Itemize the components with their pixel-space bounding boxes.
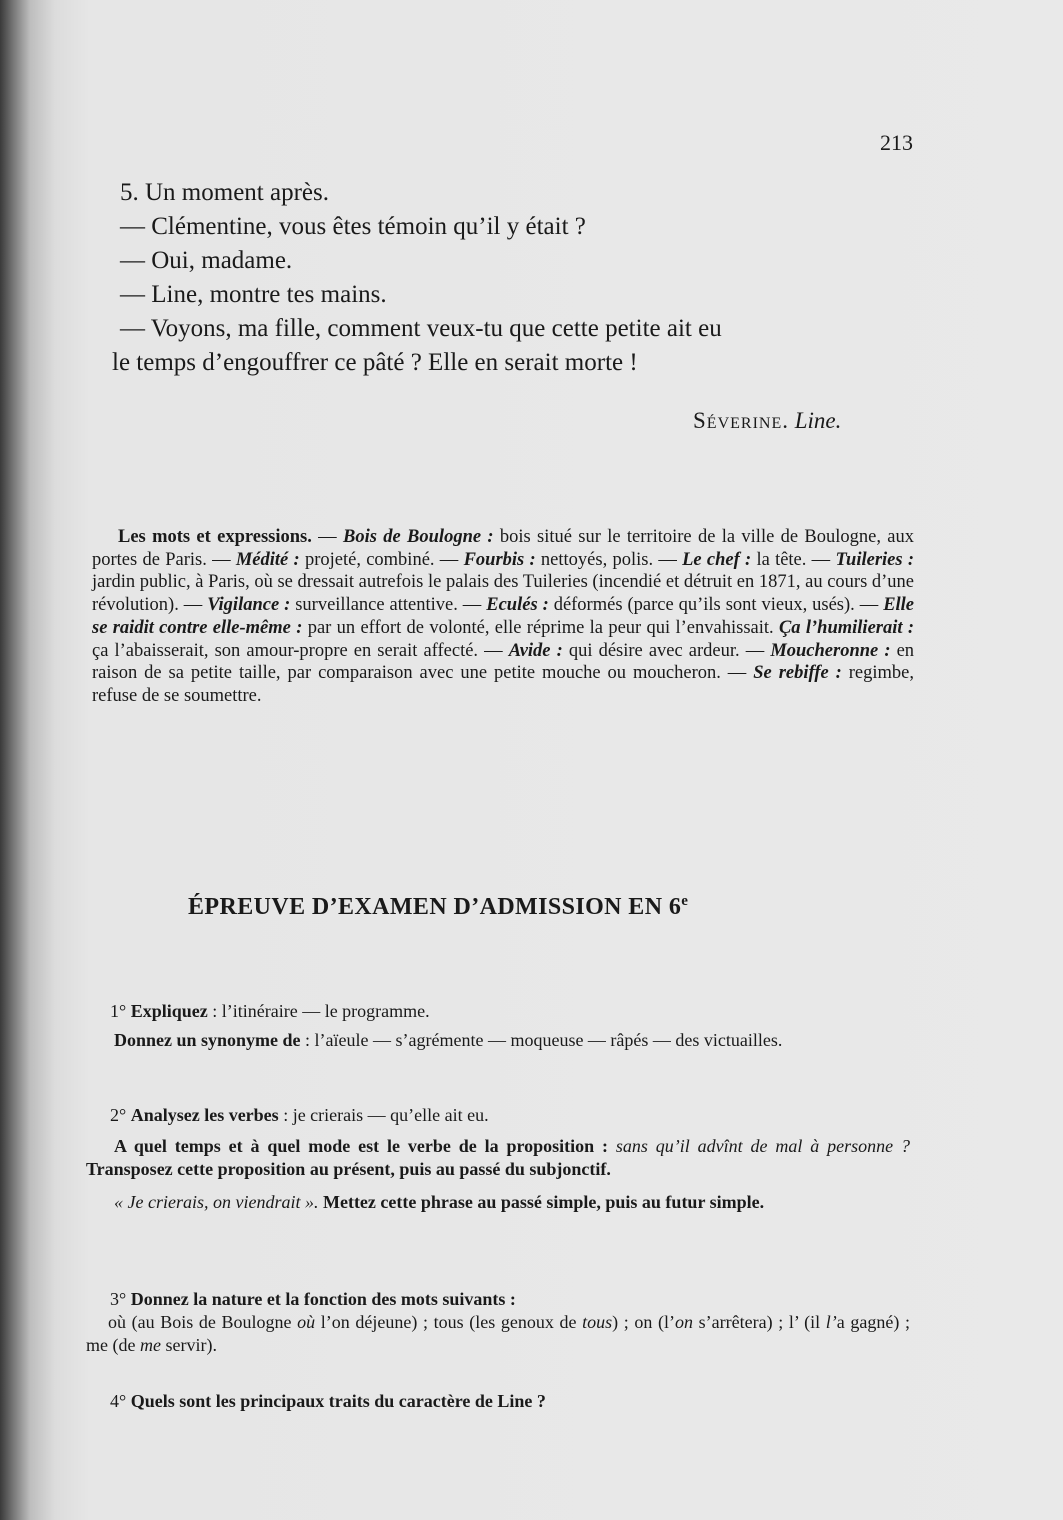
page-number: 213: [880, 130, 913, 155]
glossary-term: Se rebiffe :: [753, 663, 842, 684]
separator: —: [854, 595, 884, 616]
glossary-term: Tuileries :: [835, 549, 915, 570]
glossary-term: Avide :: [508, 640, 563, 661]
glossary-definition: jardin public, à Paris, où se dressait autrefois le palais des Tuileries (incendié et détruit en 1871, au cours d’une révolution).: [92, 572, 915, 616]
separator: —: [434, 549, 464, 570]
glossary-definition: qui désire avec ardeur.: [562, 640, 740, 661]
question-text: l’on déjeune) ; tous (les genoux de: [315, 1312, 583, 1332]
glossary-definition: la tête.: [751, 549, 807, 570]
question-label: Donnez un synonyme de: [114, 1030, 301, 1050]
dialogue-line: — Clémentine, vous êtes témoin qu’il y était ?: [120, 213, 586, 240]
dialogue-line: 5. Un moment après.: [120, 179, 329, 206]
exam-title: [188, 893, 688, 921]
question-1: [86, 1000, 910, 1052]
separator: —: [206, 549, 236, 570]
glossary-definition: en raison de sa petite taille, par comparaison avec une petite mouche ou moucheron.: [92, 640, 915, 684]
question-4: [86, 1390, 910, 1413]
quoted-proposition: sans qu’il advînt de mal à personne ?: [608, 1136, 910, 1156]
glossary-term: Elle se raidit contre elle-même :: [92, 595, 915, 638]
glossary-definition: déformés (parce qu’ils sont vieux, usés).: [548, 595, 855, 616]
glossary-term: Ça l’humilierait :: [778, 617, 914, 638]
glossary-term: Moucheronne :: [770, 640, 891, 661]
question-number: 3°: [110, 1289, 131, 1309]
author-name: Séverine.: [693, 408, 789, 433]
italic-word: tous: [582, 1312, 613, 1332]
glossary-definition: projeté, combiné.: [299, 549, 435, 570]
separator: —: [806, 549, 836, 570]
question-number: 2°: [110, 1105, 131, 1125]
separator: —: [311, 527, 344, 547]
separator: —: [478, 640, 509, 661]
dialogue-line: — Voyons, ma fille, comment veux-tu que cette petite ait eu: [120, 315, 722, 342]
question-text: s’arrêtera) ; l’ (il: [693, 1312, 826, 1332]
glossary-definition: ça l’abaisserait, son amour-propre en serait affecté.: [92, 640, 479, 661]
glossary-term: Bois de Boulogne :: [343, 527, 494, 547]
source-attribution: [693, 408, 841, 434]
question-text: : l’aïeule — s’agrémente — moqueuse — râpés — des victuailles.: [300, 1030, 783, 1050]
glossary-definition: nettoyés, polis.: [535, 549, 654, 570]
separator: —: [739, 640, 771, 661]
question-3: [86, 1288, 910, 1357]
question-2: [86, 1104, 910, 1214]
question-label: Donnez la nature et la fonction des mots suivants :: [130, 1289, 516, 1309]
dialogue-line: — Line, montre tes mains.: [120, 281, 387, 308]
question-text: ) ; on (l’: [612, 1312, 676, 1332]
glossary-paragraph: [92, 526, 914, 708]
dialogue-passage: [112, 176, 920, 380]
glossary-definition: par un effort de volonté, elle réprime la peur qui l’envahissait.: [302, 617, 774, 638]
glossary-term: Vigilance :: [207, 595, 291, 616]
italic-word: on: [675, 1312, 694, 1332]
separator: —: [178, 595, 208, 616]
separator: —: [457, 595, 487, 616]
quoted-phrase: « Je crierais, on viendrait ».: [114, 1192, 319, 1212]
glossary-definition: surveillance attentive.: [290, 595, 458, 616]
separator: —: [720, 663, 754, 684]
italic-word: l’: [825, 1312, 837, 1332]
dialogue-line: le temps d’engouffrer ce pâté ? Elle en serait morte !: [112, 349, 638, 376]
glossary-term: Médité :: [235, 549, 300, 570]
question-number: 4°: [110, 1391, 131, 1411]
question-text: : je crierais — qu’elle ait eu.: [278, 1105, 489, 1125]
italic-word: me: [139, 1335, 161, 1355]
question-text: Mettez cette phrase au passé simple, puis au futur simple.: [318, 1192, 765, 1212]
exam-title-superscript: e: [681, 893, 689, 909]
work-title: Line.: [794, 408, 842, 433]
question-text: Transposez cette proposition au présent, puis au passé du subjonctif.: [86, 1159, 611, 1179]
question-text: A quel temps et à quel mode est le verbe de la proposition :: [114, 1136, 609, 1156]
question-number: 1°: [110, 1001, 131, 1021]
question-text: où (au Bois de Boulogne: [108, 1312, 298, 1332]
italic-word: où: [297, 1312, 316, 1332]
glossary-term: Eculés :: [486, 595, 549, 616]
question-label: Expliquez: [130, 1001, 208, 1021]
question-label: Quels sont les principaux traits du caractère de Line ?: [130, 1391, 546, 1411]
glossary-heading: Les mots et expressions.: [118, 527, 312, 547]
glossary-term: Le chef :: [682, 549, 752, 570]
question-text: a gagné) ; me (de: [86, 1312, 911, 1355]
exam-title-text: ÉPREUVE D’EXAMEN D’ADMISSION EN 6: [188, 894, 682, 920]
question-label: Analysez les verbes: [130, 1105, 279, 1125]
glossary-term: Fourbis :: [463, 549, 536, 570]
question-text: servir).: [160, 1335, 217, 1355]
dialogue-line: — Oui, madame.: [120, 247, 293, 274]
question-text: : l’itinéraire — le programme.: [207, 1001, 430, 1021]
glossary-definition: bois situé sur le territoire de la ville de Boulogne, aux portes de Paris.: [92, 527, 915, 570]
separator: —: [653, 549, 683, 570]
glossary-definition: regimbe, refuse de se soumettre.: [92, 663, 914, 706]
